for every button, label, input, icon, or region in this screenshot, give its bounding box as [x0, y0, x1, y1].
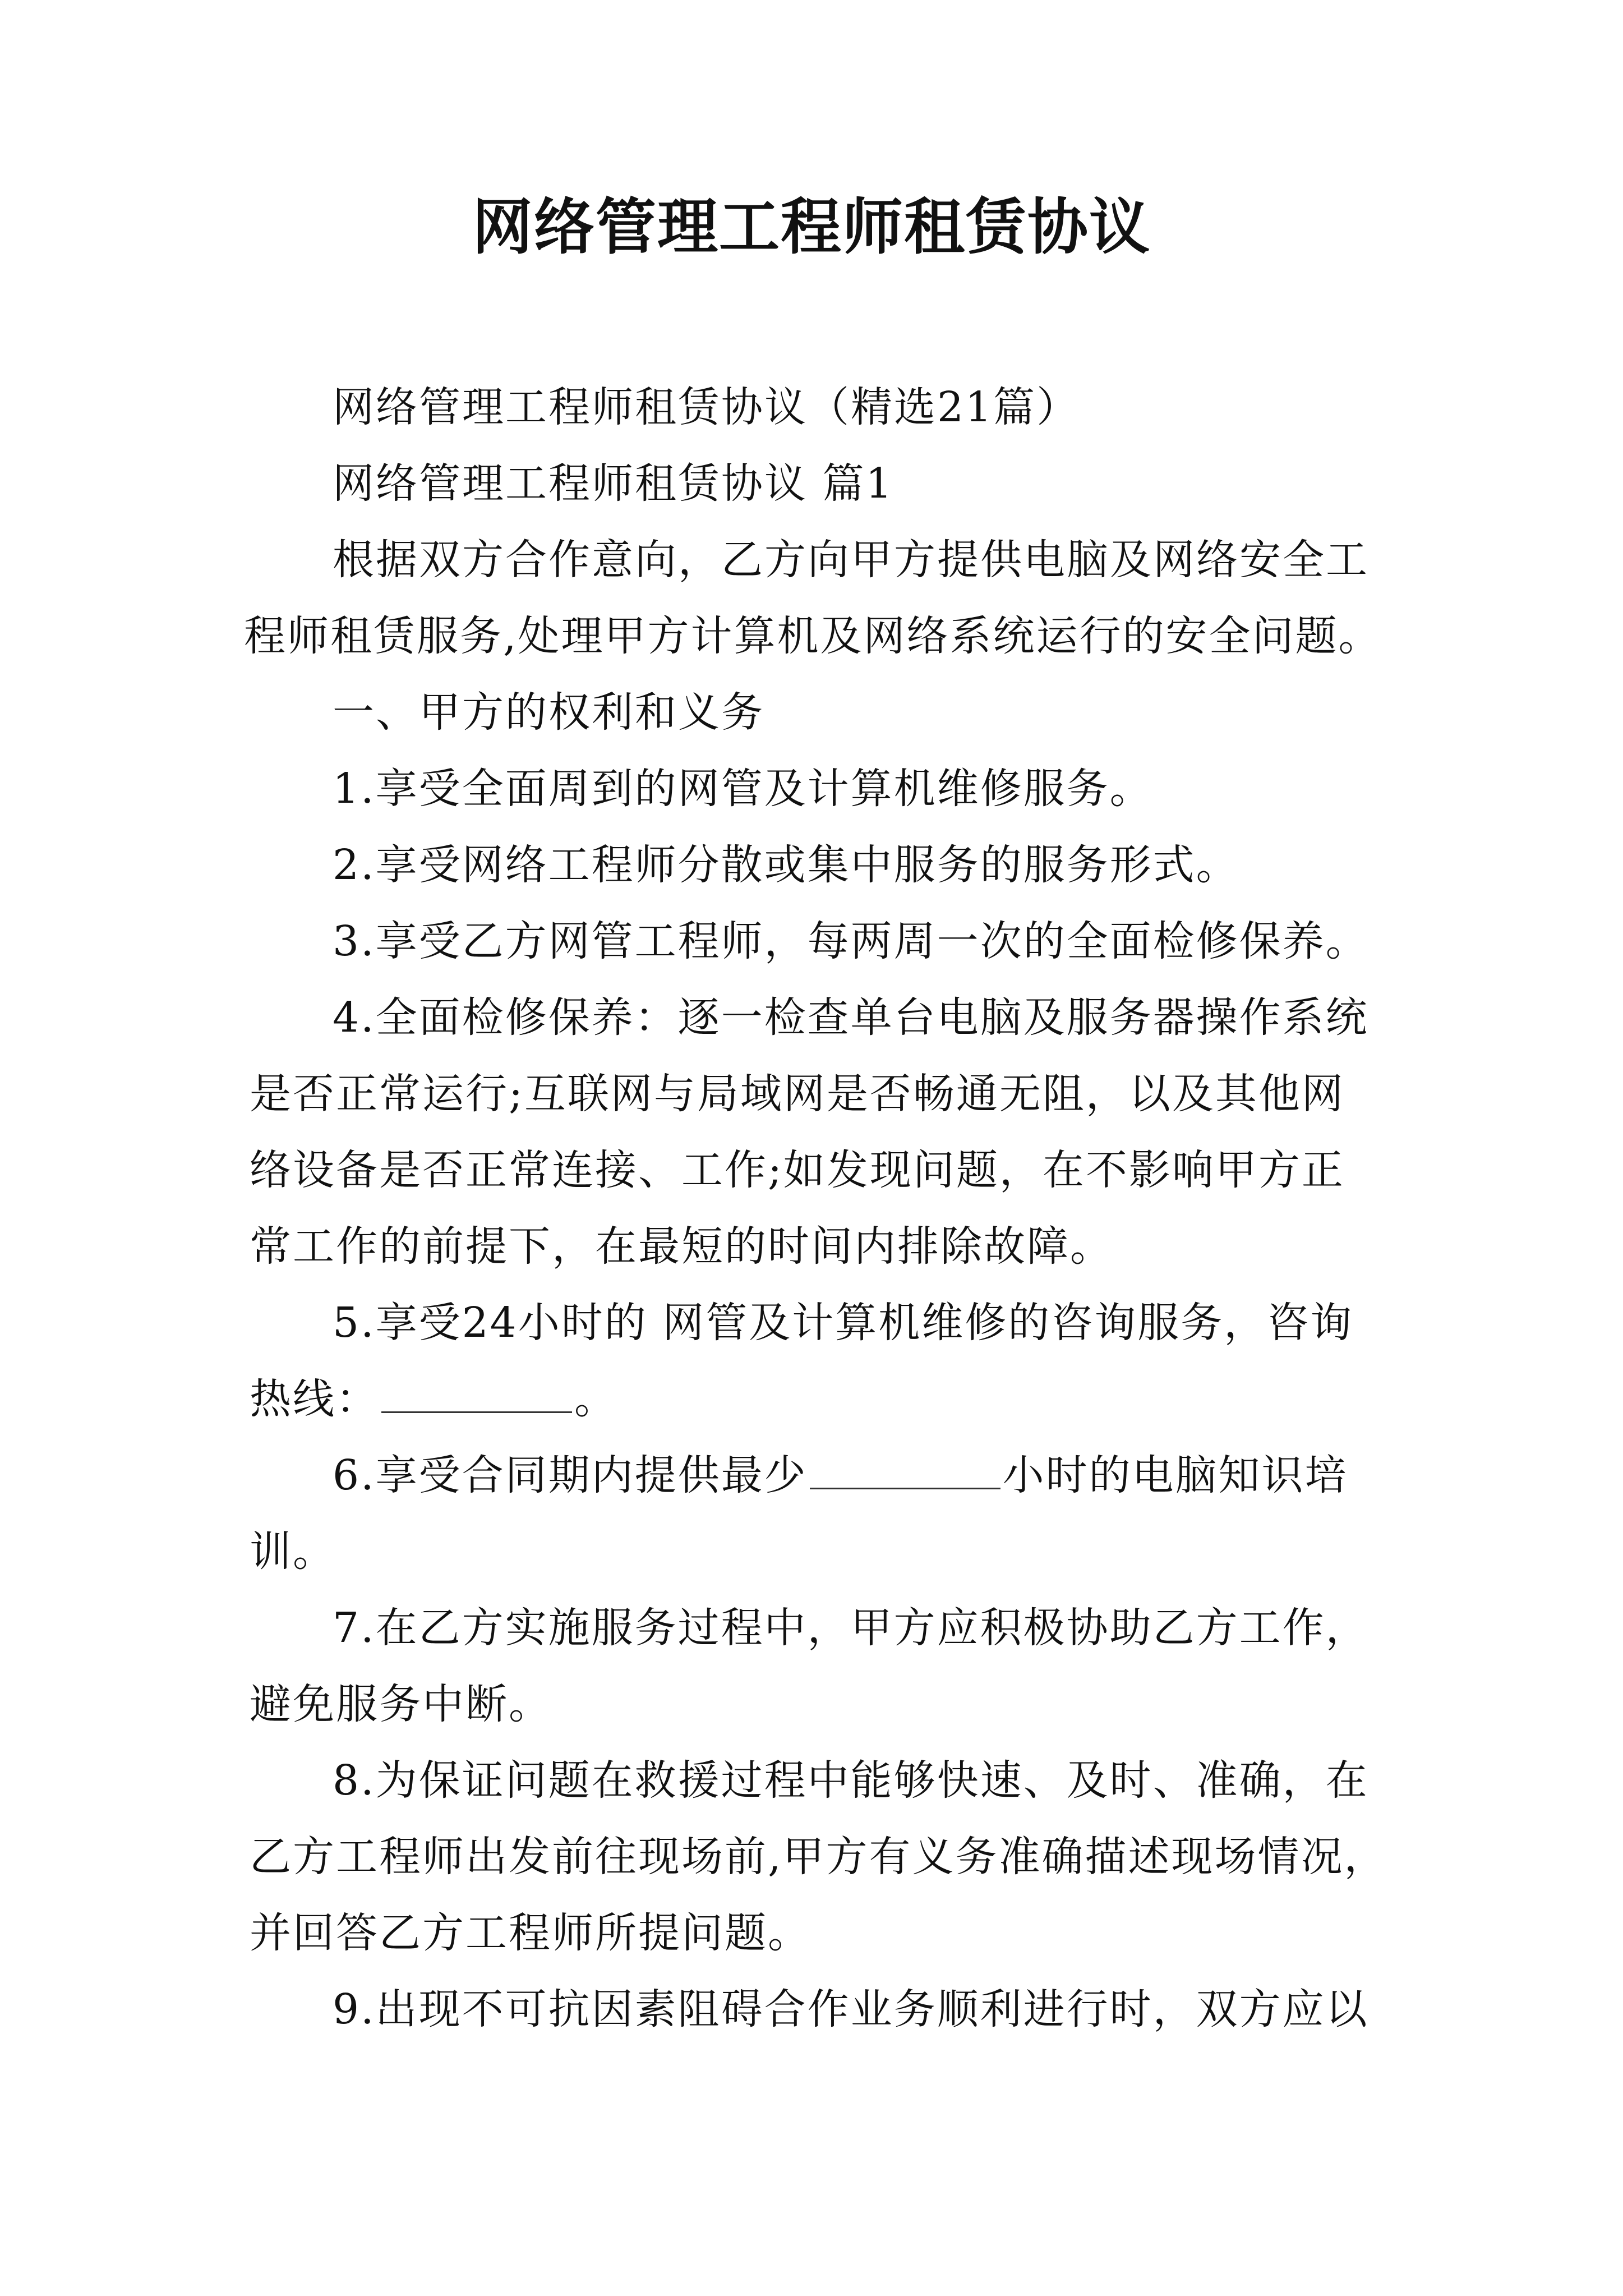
text-fragment: 。	[574, 1375, 617, 1423]
text-line: 1.享受全面周到的网管及计算机维修服务。	[333, 765, 1153, 813]
text-line: 4.全面检修保养：逐一检查单台电脑及服务器操作系统	[333, 993, 1369, 1042]
text-line: 络设备是否正常连接、工作;如发现问题，在不影响甲方正	[250, 1146, 1345, 1194]
list-item	[250, 1437, 1391, 1590]
text-line: 3.享受乙方网管工程师，每两周一次的全面检修保养。	[333, 917, 1369, 965]
text-fragment: 6.享受合同期内提供最少	[333, 1451, 808, 1499]
text-fragment: 小时的电脑知识培	[1002, 1451, 1348, 1499]
text-line: 常工作的前提下，在最短的时间内排除故障。	[250, 1222, 1113, 1271]
list-item	[250, 751, 1391, 827]
text-line: 根据双方合作意向，乙方向甲方提供电脑及网络安全工	[333, 536, 1369, 584]
text-line: 避免服务中断。	[250, 1680, 552, 1728]
section-heading	[250, 674, 1391, 751]
text-line: 9.出现不可抗因素阻碍合作业务顺利进行时，双方应以	[333, 1985, 1369, 2033]
text-line: 并回答乙方工程师所提问题。	[250, 1909, 811, 1957]
intro-paragraph	[244, 522, 1391, 674]
text-line: 是否正常运行;互联网与局域网是否畅通无阻，以及其他网	[250, 1070, 1345, 1118]
document-body	[244, 369, 1391, 2047]
hours-blank	[810, 1453, 1000, 1489]
subtitle-paragraph	[250, 369, 1391, 445]
list-item	[250, 903, 1391, 979]
list-item	[250, 1590, 1391, 1742]
text-line: 乙方工程师出发前往现场前,甲方有义务准确描述现场情况，	[250, 1833, 1387, 1881]
text-line: 网络管理工程师租赁协议（精选21篇）	[333, 383, 1080, 431]
text-line: 2.享受网络工程师分散或集中服务的服务形式。	[333, 841, 1239, 889]
text-line: 网络管理工程师租赁协议 篇1	[333, 459, 894, 508]
hotline-blank	[381, 1377, 572, 1413]
text-line	[250, 1361, 1391, 1437]
list-item	[250, 979, 1391, 1285]
text-line: 训。	[250, 1527, 336, 1576]
text-line: 一、甲方的权利和义务	[333, 688, 764, 737]
hotline-label: 热线：	[250, 1375, 379, 1423]
list-item	[250, 1285, 1391, 1437]
text-line	[250, 1437, 1391, 1513]
document-title: 网络管理工程师租赁协议	[472, 192, 1151, 263]
chapter-heading	[250, 445, 1391, 522]
text-line: 8.为保证问题在救援过程中能够快速、及时、准确，在	[333, 1756, 1369, 1805]
text-line: 5.享受24小时的 网管及计算机维修的咨询服务，咨询	[333, 1299, 1354, 1347]
list-item	[250, 1971, 1391, 2047]
list-item	[250, 1742, 1391, 1971]
text-line: 7.在乙方实施服务过程中，甲方应积极协助乙方工作，	[333, 1604, 1369, 1652]
text-line: 程师租赁服务,处理甲方计算机及网络系统运行的安全问题。	[244, 612, 1382, 660]
list-item	[250, 827, 1391, 903]
